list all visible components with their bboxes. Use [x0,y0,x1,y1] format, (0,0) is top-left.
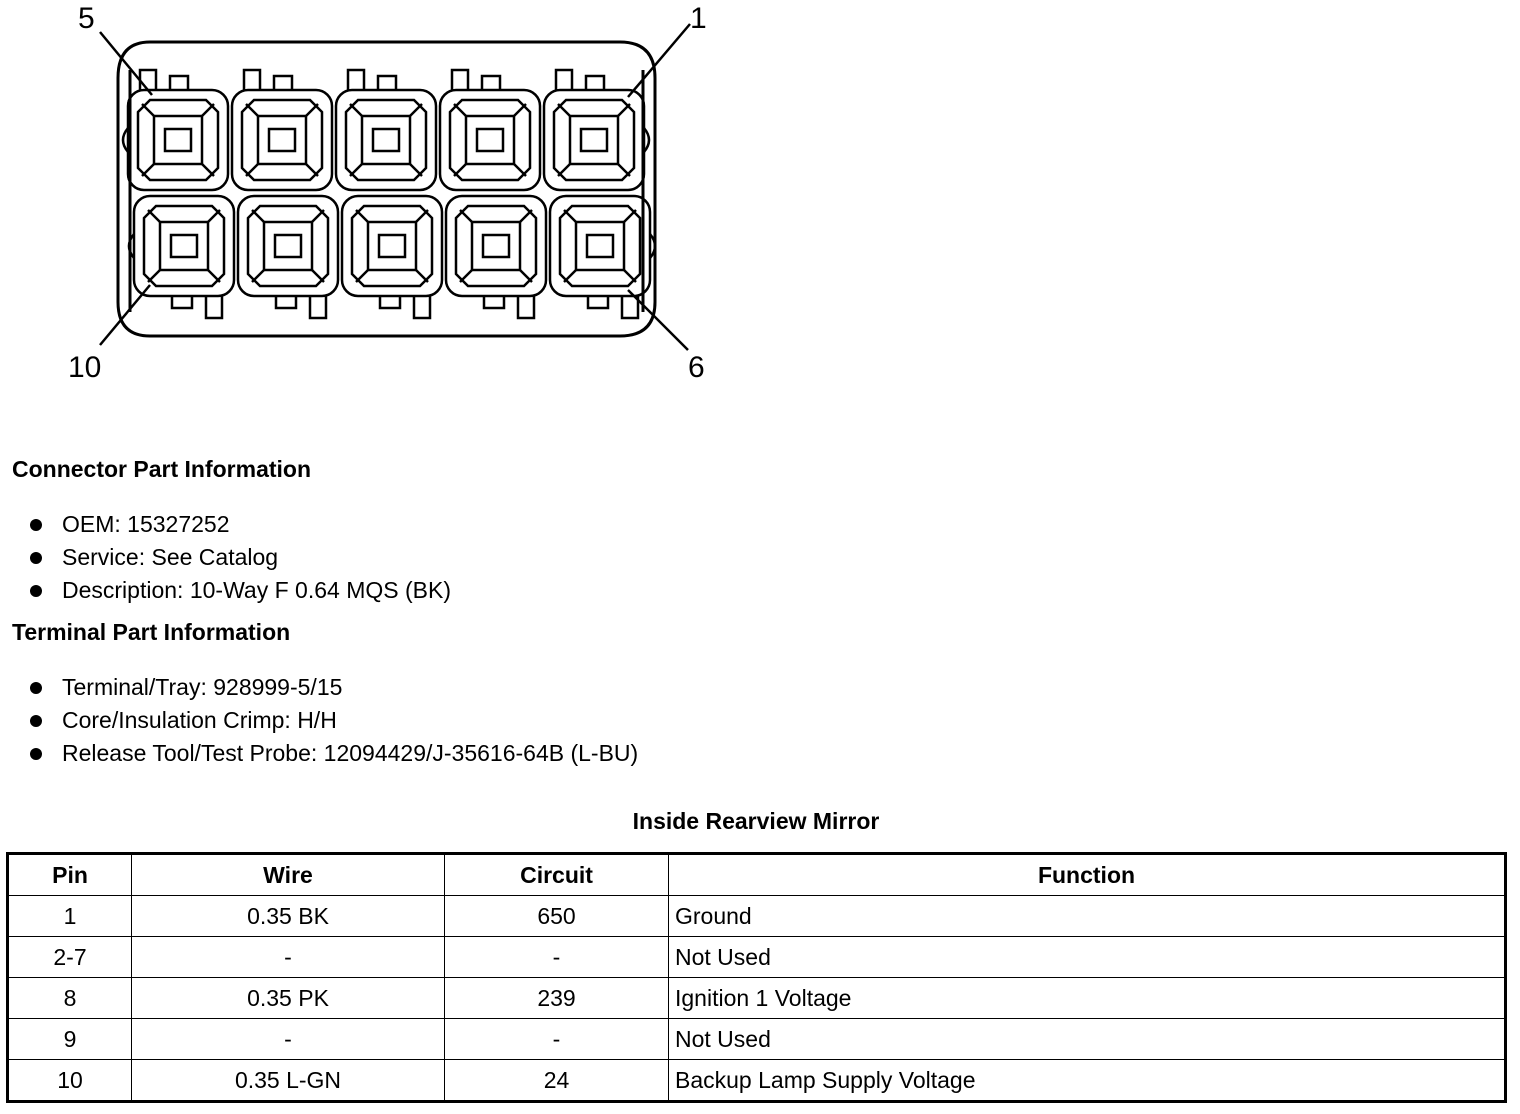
connector-diagram [0,0,760,400]
function-cell: Backup Lamp Supply Voltage [669,1060,1506,1102]
circuit-cell: - [445,937,669,978]
column-header-function: Function [669,854,1506,896]
circuit-cell: 24 [445,1060,669,1102]
table-row [8,978,1506,1019]
pin-cell: 1 [8,896,132,937]
connector-info-heading: Connector Part Information [12,456,312,482]
table-row [8,937,1506,978]
function-cell: Not Used [669,937,1506,978]
list-item: OEM: 15327252 [30,508,451,541]
terminal-cavity [342,196,442,318]
table-row [8,1060,1506,1102]
cavity-group [123,70,655,318]
list-item: Description: 10-Way F 0.64 MQS (BK) [30,574,451,607]
pin-callout-1: 1 [690,2,707,35]
pin-cell: 2-7 [8,937,132,978]
list-item: Core/Insulation Crimp: H/H [30,704,638,737]
leader-line-6 [628,290,688,350]
pin-cell: 10 [8,1060,132,1102]
terminal-info-list [30,671,638,770]
circuit-cell: 650 [445,896,669,937]
function-cell: Ground [669,896,1506,937]
pin-callout-5: 5 [78,2,95,35]
terminal-info-heading: Terminal Part Information [12,619,291,645]
terminal-cavity [129,196,234,318]
leader-line-1 [628,24,690,97]
table-row [8,896,1506,937]
pin-cell: 9 [8,1019,132,1060]
terminal-cavity [336,70,436,190]
circuit-cell: - [445,1019,669,1060]
terminal-cavity [440,70,540,190]
list-item: Terminal/Tray: 928999-5/15 [30,671,638,704]
table-row [8,1019,1506,1060]
wire-cell: 0.35 L-GN [132,1060,445,1102]
column-header-pin: Pin [8,854,132,896]
column-header-circuit: Circuit [445,854,669,896]
terminal-cavity [232,70,332,190]
wire-cell: 0.35 PK [132,978,445,1019]
pin-callout-6: 6 [688,351,705,384]
pinout-table [6,852,1507,1103]
connector-info-list [30,508,451,607]
wire-cell: - [132,1019,445,1060]
pin-callout-10: 10 [68,351,102,384]
terminal-cavity [446,196,546,318]
wire-cell: - [132,937,445,978]
list-item: Service: See Catalog [30,541,451,574]
terminal-cavity [123,70,228,190]
terminal-cavity [544,70,649,190]
circuit-cell: 239 [445,978,669,1019]
terminal-cavity [238,196,338,318]
table-header-row [8,854,1506,896]
list-item: Release Tool/Test Probe: 12094429/J-35616-64B (L-BU) [30,737,638,770]
column-header-wire: Wire [132,854,445,896]
table-caption: Inside Rearview Mirror [632,808,880,834]
wire-cell: 0.35 BK [132,896,445,937]
pin-cell: 8 [8,978,132,1019]
function-cell: Ignition 1 Voltage [669,978,1506,1019]
function-cell: Not Used [669,1019,1506,1060]
